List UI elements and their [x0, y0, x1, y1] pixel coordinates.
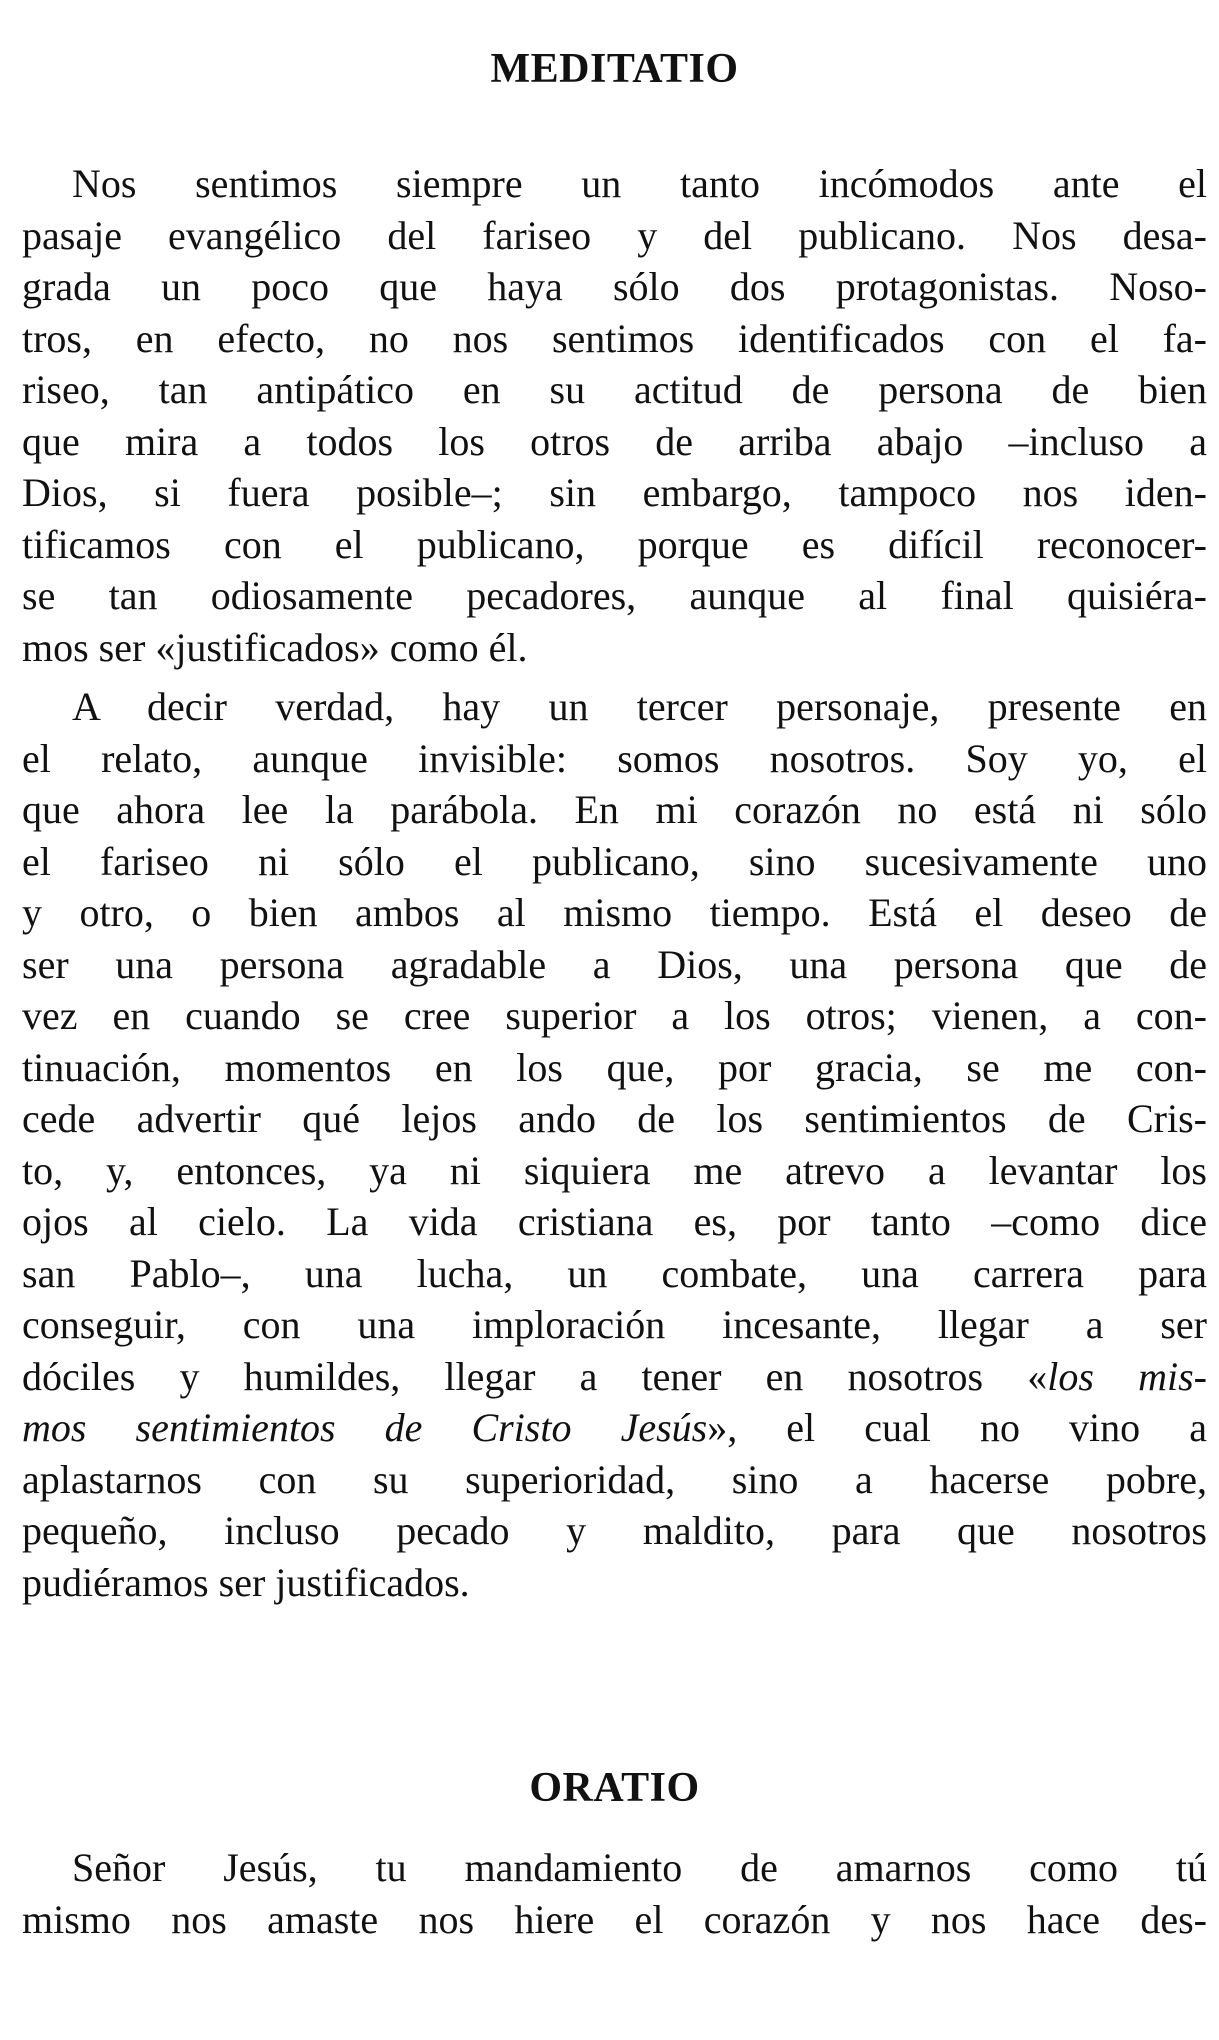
meditatio-paragraph-1 [22, 158, 1207, 673]
meditatio-heading: MEDITATIO [490, 46, 739, 92]
text-line: grada un poco que haya sólo dos protagonistas. Noso- [22, 264, 1207, 309]
text-line: el fariseo ni sólo el publicano, sino sucesivamente uno [22, 838, 1207, 884]
quote-open: « [1027, 1353, 1048, 1399]
text-line: y otro, o bien ambos al mismo tiempo. Está el deseo de [22, 890, 1207, 935]
italic-quote-segment: mos sentimientos de Cristo Jesús [22, 1405, 708, 1450]
text-line: riseo, tan antipático en su actitud de persona de bien [22, 367, 1207, 412]
text-line: Dios, si fuera posible–; sin embargo, tampoco nos iden- [22, 470, 1207, 515]
text-line: cede advertir qué lejos ando de los sentimientos de Cris- [22, 1096, 1207, 1141]
text-line: se tan odiosamente pecadores, aunque al final quisiéra- [22, 573, 1207, 618]
text-line: tros, en efecto, no nos sentimos identificados con el fa- [22, 315, 1207, 361]
oratio-body [22, 1842, 1207, 1945]
text-line: Señor Jesús, tu mandamiento de amarnos como tú [72, 1845, 1207, 1890]
text-line: san Pablo–, una lucha, un combate, una carrera para [22, 1250, 1207, 1296]
text-line: pequeño, incluso pecado y maldito, para que nosotros [22, 1508, 1207, 1553]
text-line: que mira a todos los otros de arriba abajo –incluso a [22, 418, 1207, 464]
meditatio-body [22, 158, 1207, 1608]
text-line: el relato, aunque invisible: somos nosotros. Soy yo, el [22, 735, 1207, 781]
text-line-with-quote [22, 1402, 1207, 1454]
meditatio-paragraph-2 [22, 681, 1207, 1608]
text-line: to, y, entonces, ya ni siquiera me atrevo a levantar los [22, 1147, 1207, 1193]
text-line: conseguir, con una imploración incesante, llegar a ser [22, 1302, 1207, 1347]
text-line: Nos sentimos siempre un tanto incómodos ante el [72, 161, 1207, 206]
text-segment: dóciles y humildes, llegar a tener en nosotros [22, 1353, 1028, 1399]
text-line-with-quote [22, 1351, 1207, 1403]
text-line: tinuación, momentos en los que, por gracia, se me con- [22, 1044, 1207, 1090]
text-line: que ahora lee la parábola. En mi corazón no está ni sólo [22, 787, 1207, 832]
text-line: mos ser «justificados» como él. [22, 624, 528, 670]
text-line: pasaje evangélico del fariseo y del publicano. Nos desa- [22, 212, 1207, 258]
oratio-heading: ORATIO [529, 1765, 700, 1811]
text-segment: », el cual no vino a [707, 1405, 1207, 1450]
text-line: ojos al cielo. La vida cristiana es, por tanto –como dice [22, 1199, 1207, 1244]
text-line: A decir verdad, hay un tercer personaje, presente en [72, 684, 1207, 729]
text-line: tificamos con el publicano, porque es difícil reconocer- [22, 521, 1207, 567]
text-line: ser una persona agradable a Dios, una persona que de [22, 941, 1207, 987]
text-line: vez en cuando se cree superior a los otros; vienen, a con- [22, 993, 1207, 1038]
text-line: mismo nos amaste nos hiere el corazón y nos hace des- [22, 1896, 1207, 1942]
text-line: aplastarnos con su superioridad, sino a hacerse pobre, [22, 1456, 1207, 1502]
italic-quote-segment: los mis- [1047, 1353, 1207, 1399]
text-line: pudiéramos ser justificados. [22, 1559, 470, 1605]
